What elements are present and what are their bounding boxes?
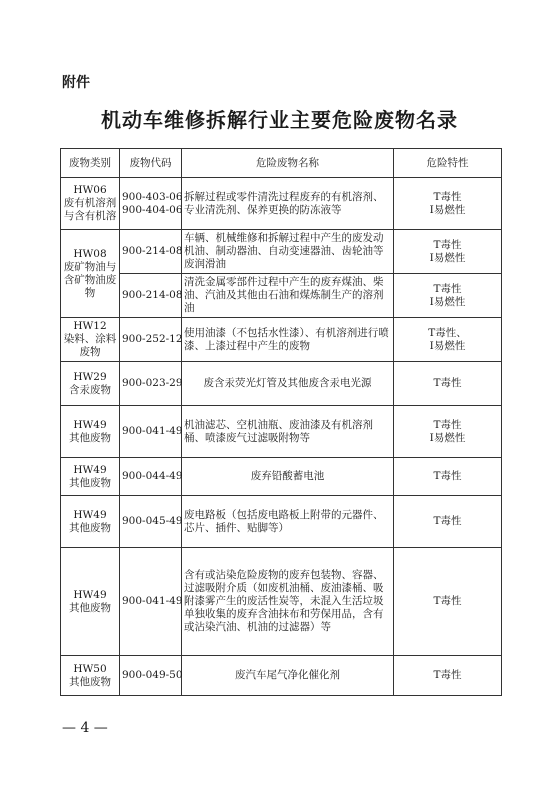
category-cell: HW06 废有机溶剂 与含有机溶	[61, 178, 120, 230]
header-code: 废物代码	[120, 149, 182, 178]
table-header-row	[61, 149, 502, 178]
hazardous-waste-table	[60, 148, 502, 696]
category-cell: HW49 其他废物	[61, 548, 120, 656]
name-cell: 车辆、机械维修和拆解过程中产生的废发动机油、制动器油、自动变速器油、齿轮油等废润滑油	[182, 230, 394, 274]
name-cell: 机油滤芯、空机油瓶、废油漆及有机溶剂桶、喷漆废气过滤吸附物等	[182, 406, 394, 458]
code-cell: 900-041-49	[120, 406, 182, 458]
code-cell: 900-214-08	[120, 274, 182, 318]
table-row	[61, 496, 502, 548]
category-cell: HW49 其他废物	[61, 458, 120, 496]
table-row	[61, 318, 502, 362]
header-category: 废物类别	[61, 149, 120, 178]
property-cell: T毒性	[394, 458, 502, 496]
property-cell: T毒性	[394, 656, 502, 696]
code-cell: 900-049-50	[120, 656, 182, 696]
category-cell: HW08 废矿物油与 含矿物油废 物	[61, 230, 120, 318]
property-cell: T毒性 I易燃性	[394, 406, 502, 458]
table-row	[61, 274, 502, 318]
code-cell: 900-214-08	[120, 230, 182, 274]
name-cell: 废电路板（包括废电路板上附带的元器件、芯片、插件、贴脚等）	[182, 496, 394, 548]
document-title: 机动车维修拆解行业主要危险废物名录	[101, 108, 458, 132]
name-cell: 含有或沾染危险废物的废弃包装物、容器、过滤吸附介质（如废机油桶、废油漆桶、吸附漆雾产生的废活性炭等，未混入生活垃圾单独收集的废弃含油抹布和劳保用品，含有或沾染汽油、机油的过滤器）等	[182, 548, 394, 656]
property-cell: T毒性 I易燃性	[394, 230, 502, 274]
property-cell: T毒性、 I易燃性	[394, 318, 502, 362]
header-name: 危险废物名称	[182, 149, 394, 178]
category-cell: HW49 其他废物	[61, 496, 120, 548]
code-cell: 900-045-49	[120, 496, 182, 548]
table-row	[61, 656, 502, 696]
table-row	[61, 178, 502, 230]
category-cell: HW29 含汞废物	[61, 362, 120, 406]
name-cell: 清洗金属零部件过程中产生的废弃煤油、柴油、汽油及其他由石油和煤炼制生产的溶剂油	[182, 274, 394, 318]
property-cell: T毒性	[394, 548, 502, 656]
attachment-label: 附件	[62, 75, 90, 91]
page-number: — 4 —	[62, 720, 108, 736]
table-row	[61, 362, 502, 406]
table-row	[61, 406, 502, 458]
code-cell: 900-403-06 900-404-06	[120, 178, 182, 230]
name-cell: 使用油漆（不包括水性漆）、有机溶剂进行喷漆、上漆过程中产生的废物	[182, 318, 394, 362]
name-cell: 废汽车尾气净化催化剂	[182, 656, 394, 696]
property-cell: T毒性	[394, 496, 502, 548]
code-cell: 900-252-12	[120, 318, 182, 362]
property-cell: T毒性 I易燃性	[394, 178, 502, 230]
category-cell: HW50 其他废物	[61, 656, 120, 696]
property-cell: T毒性	[394, 362, 502, 406]
table-row	[61, 458, 502, 496]
table-row	[61, 230, 502, 274]
name-cell: 拆解过程或零件清洗过程废弃的有机溶剂、专业清洗剂、保养更换的防冻液等	[182, 178, 394, 230]
name-cell: 废含汞荧光灯管及其他废含汞电光源	[182, 362, 394, 406]
header-property: 危险特性	[394, 149, 502, 178]
code-cell: 900-044-49	[120, 458, 182, 496]
code-cell: 900-023-29	[120, 362, 182, 406]
category-cell: HW12 染料、涂料 废物	[61, 318, 120, 362]
code-cell: 900-041-49	[120, 548, 182, 656]
category-cell: HW49 其他废物	[61, 406, 120, 458]
property-cell: T毒性 I易燃性	[394, 274, 502, 318]
table-row	[61, 548, 502, 656]
name-cell: 废弃铅酸蓄电池	[182, 458, 394, 496]
